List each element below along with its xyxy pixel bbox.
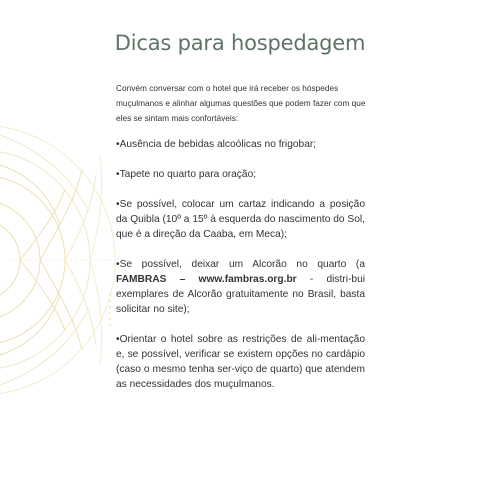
tips-list [116, 137, 365, 407]
tip-item-prayer-rug: •Tapete no quarto para oração; [116, 169, 257, 180]
tip-quran-text-before: •Se possível, deixar um Alcorão no quarto (a [116, 259, 365, 270]
tip-item-qibla: •Se possível, colocar um cartaz indicando a posição da Quibla (10º a 15º à esquerda do nascimento do Sol, que é a direção da Caaba, em Meca); [116, 199, 365, 240]
tip-quran-text-after: - distri-bui exemplares de Alcorão gratuitamente no Brasil, basta solicitar no site); [116, 274, 365, 315]
page-title: Dicas para hospedagem [114, 31, 366, 55]
fambras-website-link[interactable]: www.fambras.org.br [198, 274, 297, 285]
tip-item-minibar: •Ausência de bebidas alcoólicas no frigobar; [116, 139, 317, 150]
intro-paragraph: Convém conversar com o hotel que irá receber os hóspedes muçulmanos e alinhar algumas questões que podem fazer com que eles se sintam mais confortáveis: [116, 83, 366, 123]
tip-item-quran [116, 257, 365, 317]
tip-item-dietary: •Orientar o hotel sobre as restrições de ali-mentação e, se possível, verificar se existem opções no cardápio (caso o mesmo tenha ser-viço de quarto) que atendem as necessidades dos muçulmanos. [116, 334, 365, 390]
tip-dash: – [166, 274, 199, 285]
mandala-ornament-icon [0, 95, 120, 425]
fambras-org-name: FAMBRAS [116, 274, 167, 285]
